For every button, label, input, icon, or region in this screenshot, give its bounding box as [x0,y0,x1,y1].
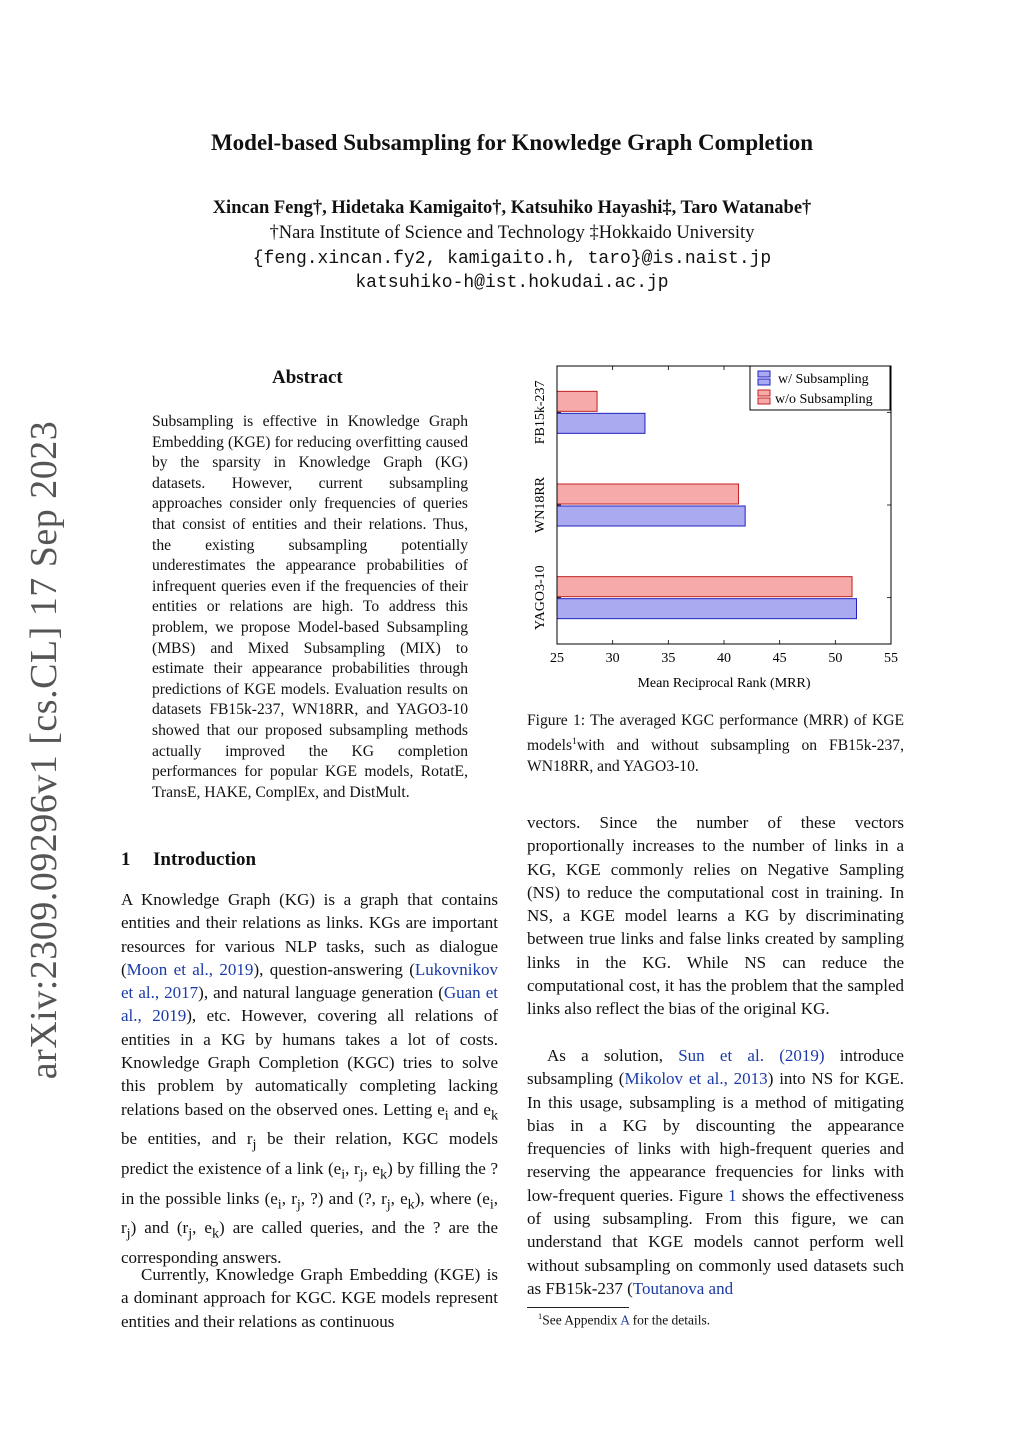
abstract-text: Subsampling is effective in Knowledge Graph Embedding (KGE) for reducing overfitting caused by the sparsity in Knowledge Graph (KG) datasets. However, current subsampling approaches consider only frequencies of queries that consist of entities and their relations. Thus, the existing subsampling potentially underestimates the appearance probabilities of infrequent queries even if the frequencies of their entities or relations are high. To address this problem, we propose Model-based Subsampling (MBS) and Mixed Subsampling (MIX) to estimate their appearance probabilities through predictions of KGE models. Evaluation results on datasets FB15k-237, WN18RR, and YAGO3-10 showed that our proposed subsampling methods actually improved the KG completion performances for popular KGE models, RotatE, TransE, HAKE, ComplEx, and DistMult. [152,413,468,801]
author-list: Xincan Feng†, Hidetaka Kamigaito†, Katsuhiko Hayashi‡, Taro Watanabe† [212,198,812,218]
y-category-label: FB15k-237 [533,380,548,445]
x-tick-label: 50 [828,651,843,666]
arxiv-stamp: arXiv:2309.09296v1 [cs.CL] 17 Sep 2023 [23,420,65,1080]
x-tick-label: 45 [772,651,787,666]
affiliations: †Nara Institute of Science and Technology ‡Hokkaido University [269,223,755,243]
legend-swatch-without-subsampling [758,398,770,404]
mrr-bar-chart [520,352,915,697]
intro-paragraph-3: vectors. Since the number of these vectors proportionally increases to the number of links in a KG, KGE commonly relies on Negative Sampling (NS) to reduce the computational cost in training. In NS, a KGE model learns a KG by discriminating between true links and false links created by sampling links in the KG. While NS can reduce the computational cost, it has the problem that the sampled links also reflect the bias of the original KG. [527,813,904,1019]
x-tick-label: 55 [884,651,898,666]
bar-with-subsampling [557,413,645,433]
figure-reference-link[interactable]: 1 [728,1185,737,1205]
citation-link[interactable]: Mikolov et al., 2013 [624,1069,768,1089]
figure-caption: Figure 1: The averaged KGC performance (MRR) of KGE models$^1$with and without subsampling on FB15k-237, WN18RR, and YAGO3-10. [527,712,904,775]
x-tick-label: 40 [717,651,731,666]
bar-without-subsampling [557,577,852,597]
citation-link[interactable]: Sun et al. (2019) [678,1046,825,1065]
abstract-heading: Abstract [272,367,343,388]
intro-paragraph-2: Currently, Knowledge Graph Embedding (KGE) is a dominant approach for KGC. KGE models represent entities and their relations as continuous [121,1265,498,1331]
legend-label-without-subsampling: w/o Subsampling [775,392,873,407]
bar-without-subsampling [557,391,597,411]
citation-link[interactable]: Lukovnikov et al., 2017 [121,959,498,1003]
legend-swatch-with-subsampling [758,371,770,377]
legend-swatch-with-subsampling [758,379,770,385]
section-number: 1 [121,849,131,870]
y-category-label: YAGO3-10 [533,565,548,630]
email-line-2: katsuhiko-h@ist.hokudai.ac.jp [355,273,669,293]
x-tick-label: 25 [550,651,564,666]
citation-link[interactable]: Toutanova and [632,1278,734,1298]
legend-label-with-subsampling: w/ Subsampling [778,372,869,387]
bar-with-subsampling [557,506,745,526]
figure-1-chart [520,352,915,702]
footnote: $^1$See Appendix A for the details. [538,1312,711,1328]
chart-legend [750,366,890,410]
paper-title: Model-based Subsampling for Knowledge Graph Completion [210,130,814,155]
introduction-heading: Introduction [153,849,257,870]
email-line-1: {feng.xincan.fy2, kamigaito.h, taro}@is.naist.jp [252,249,772,269]
citation-link[interactable]: Guan et al., 2019 [121,983,499,1026]
bar-with-subsampling [557,599,856,619]
x-tick-label: 35 [661,651,676,666]
footnote-divider [527,1307,629,1308]
intro-paragraph-4: As a solution, Sun et al. (2019) introduce subsampling (Mikolov et al., 2013) into NS for KGE. In this usage, subsampling is a method of mitigating bias in a KG by discounting the appearance frequencies of links with high-frequent queries and reserving the appearance frequencies for links with low-frequent queries. Figure 1 shows the effectiveness of using subsampling. From this figure, we can understand that KGE models cannot perform well without subsampling on commonly used datasets such as FB15k-237 (Toutanova and [527,1046,904,1298]
y-category-label: WN18RR [533,477,548,533]
appendix-link[interactable]: A [620,1312,630,1328]
legend-swatch-without-subsampling [758,390,770,396]
x-tick-label: 30 [605,651,620,666]
citation-link[interactable]: Moon et al., 2019 [126,959,254,979]
intro-paragraph-1: A Knowledge Graph (KG) is a graph that contains entities and their relations as links. KGs are important resources for various NLP tasks, such as dialogue (Moon et al., 2019), question-answering (Lukovnikov et al., 2017), and natural language generation (Guan et al., 2019), etc. However, covering all relations of entities in a KG by humans takes a lot of costs. Knowledge Graph Completion (KGC) tries to solve this problem by automatically completing lacking relations based on the observed ones. Letting $e_i$ and $e_k$ be entities, and $r_j$ be their relation, KGC models predict the existence of a link ($e_i$, $r_j$, $e_k$) by filling the ? in the possible links ($e_i$, $r_j$, ?) and (?, $r_j$, $e_k$), where ($e_i$, $r_j$) and ($r_j$, $e_k$) are called queries, and the ? are the corresponding answers. [121,890,499,1268]
x-axis-label: Mean Reciprocal Rank (MRR) [637,676,811,691]
bar-without-subsampling [557,484,738,504]
